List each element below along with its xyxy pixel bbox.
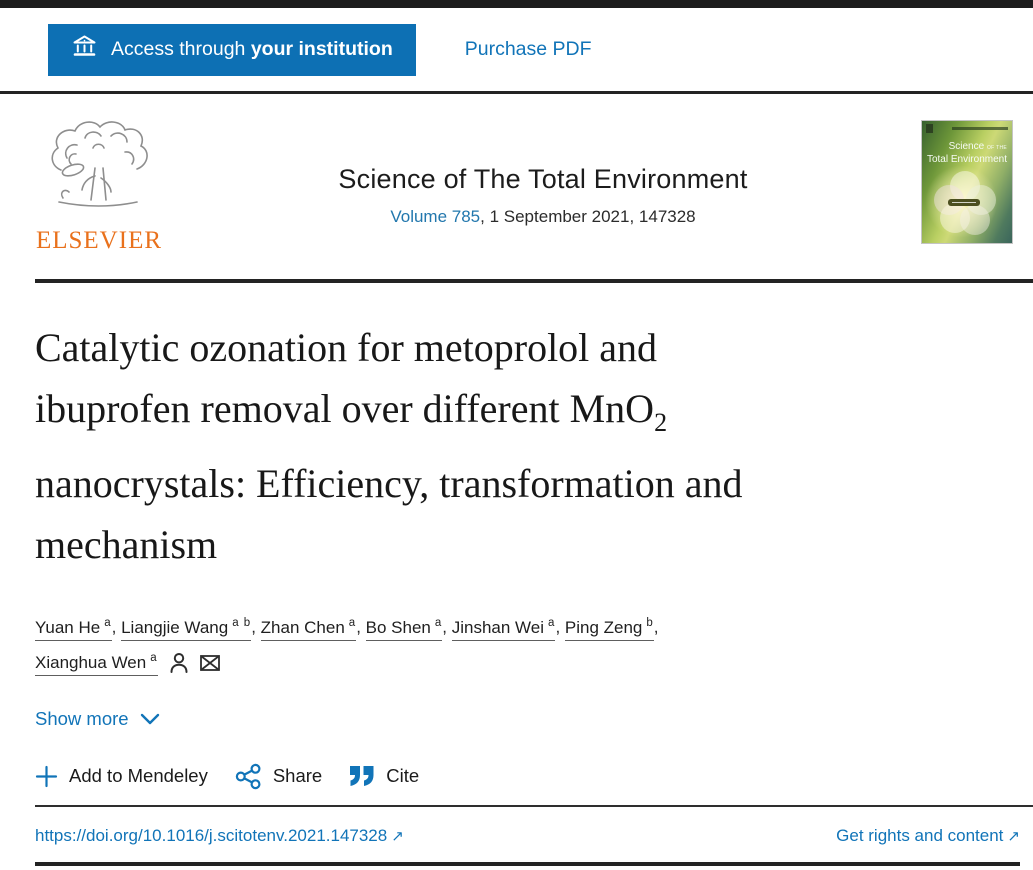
share-button[interactable]: [235, 763, 322, 790]
get-rights-link[interactable]: Get rights and content ↗: [836, 825, 1020, 845]
share-icon: [235, 763, 262, 790]
access-toolbar: [0, 8, 1033, 94]
cover-publisher-mark: [926, 124, 933, 133]
author-link[interactable]: Xianghua Wen $^a$: [35, 653, 158, 676]
author-link[interactable]: Liangjie Wang $^{a b}$: [121, 618, 251, 641]
elsevier-logo[interactable]: [33, 118, 165, 255]
doi-link[interactable]: https://doi.org/10.1016/j.scitotenv.2021.147328 ↗: [35, 825, 404, 845]
journal-info: [165, 118, 921, 255]
authors-row-1: Yuan He $^a$, Liangjie Wang $^{a b}$, Zhan Chen $^a$, Bo Shen $^a$, Jinshan Wei $^a$, Ping Zeng $^b$,: [35, 617, 1020, 638]
cover-center-label: [948, 199, 980, 206]
doi-row: [35, 826, 1020, 846]
elsevier-wordmark: ELSEVIER: [35, 227, 163, 254]
cover-petal: [960, 205, 990, 235]
external-link-icon: ↗: [1007, 827, 1020, 845]
author-profile-icon[interactable]: [167, 651, 191, 675]
doi-divider: [35, 805, 1033, 807]
authors-row-2: [35, 651, 1020, 675]
authors-row-2-names: [35, 652, 158, 673]
access-through-institution-button[interactable]: [48, 24, 416, 76]
share-label: Share: [272, 765, 323, 787]
title-line-4: mechanism: [35, 522, 218, 567]
cover-title: Science OF THE Total Environment: [926, 141, 1007, 165]
elsevier-tree-icon: [37, 118, 161, 220]
institution-bank-icon: [71, 33, 98, 66]
article-head: [0, 317, 1033, 866]
journal-header: [0, 94, 1033, 255]
issue-info: , 1 September 2021, 147328: [480, 207, 696, 226]
journal-title-link[interactable]: Science of The Total Environment: [338, 164, 748, 194]
cite-button[interactable]: [349, 765, 419, 787]
author-link[interactable]: Zhan Chen $^a$: [261, 618, 357, 641]
journal-cover-thumbnail[interactable]: [921, 120, 1013, 244]
show-more-button[interactable]: [35, 708, 160, 730]
cite-label: Cite: [386, 765, 420, 787]
author-list: [35, 617, 1020, 675]
cover-header-line: [952, 127, 1008, 130]
plus-icon: [35, 765, 58, 788]
mendeley-label: Add to Mendeley: [69, 765, 208, 787]
author-link[interactable]: Bo Shen $^a$: [366, 618, 443, 641]
show-more-label: Show more: [35, 707, 129, 729]
add-to-mendeley-button[interactable]: [35, 765, 208, 788]
chevron-down-icon: [140, 713, 160, 725]
author-link[interactable]: Ping Zeng $^b$: [565, 618, 654, 641]
article-actions: [35, 763, 1020, 790]
author-link[interactable]: Yuan He $^a$: [35, 618, 112, 641]
article-title: [35, 317, 1020, 575]
volume-issue-line: [165, 207, 921, 227]
corresponding-author-email-icon[interactable]: [198, 651, 222, 675]
top-border: [0, 0, 1033, 8]
corresponding-author-icons: [167, 651, 222, 675]
external-link-icon: ↗: [391, 827, 404, 845]
title-line-2: ibuprofen removal over different MnO$_2$: [35, 386, 668, 437]
access-button-label: Access through your institution: [111, 38, 393, 60]
header-divider: [35, 279, 1033, 283]
bottom-divider: [35, 862, 1020, 866]
cite-quote-icon: [349, 765, 375, 787]
author-link[interactable]: Jinshan Wei $^a$: [452, 618, 556, 641]
title-line-3: nanocrystals: Efficiency, transformation and: [35, 461, 743, 506]
volume-link[interactable]: Volume 785: [390, 207, 481, 226]
purchase-pdf-link[interactable]: Purchase PDF: [464, 38, 592, 60]
title-line-1: Catalytic ozonation for metoprolol and: [35, 325, 658, 370]
